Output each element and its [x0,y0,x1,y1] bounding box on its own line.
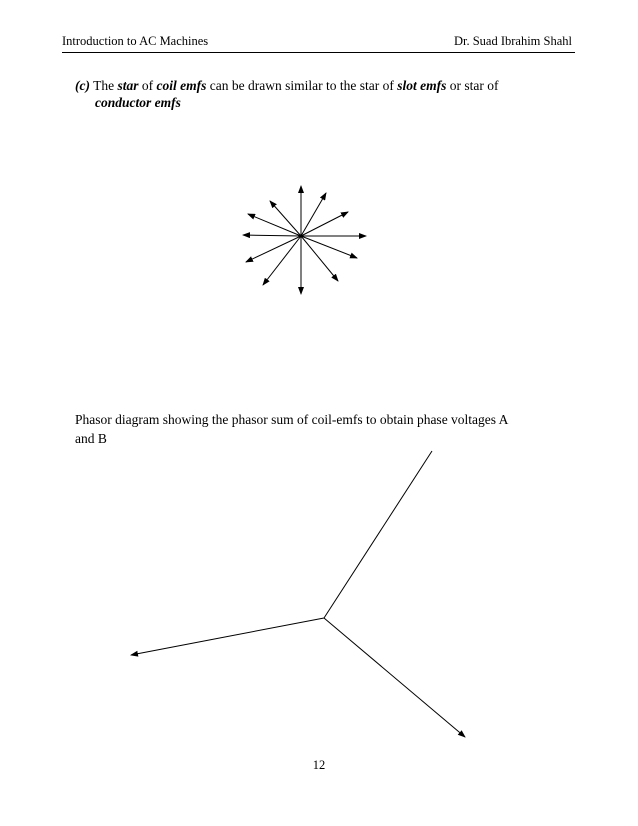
phasor-arrow [131,618,324,655]
phasor-arrow [248,214,301,236]
phase-voltage-phasor-diagram [131,451,465,737]
figure-caption [75,410,565,448]
page-number: 12 [312,758,326,772]
header-title: Introduction to AC Machines [62,34,209,48]
star-of-coil-emfs-diagram [243,186,366,294]
phasor-arrow [246,236,301,262]
text-run: or star of [446,78,499,93]
emphasis-slot-emfs: slot emfs [397,78,447,93]
phasor-arrow [270,201,301,236]
phasor-line [324,451,432,618]
text-run: The [89,78,118,93]
header-author: Dr. Suad Ibrahim Shahl [453,34,572,48]
item-label: (c) [75,78,90,93]
phasor-arrow [243,235,301,236]
text-run: of [138,78,157,93]
text-run: can be drawn similar to the star of [206,78,398,93]
phasor-arrow [324,618,465,737]
phasor-arrow [263,236,301,285]
caption-line: Phasor diagram showing the phasor sum of coil-emfs to obtain phase voltages A [75,412,509,427]
emphasis-conductor-emfs: conductor emfs [95,95,181,110]
caption-line: and B [75,431,107,446]
emphasis-coil-emfs: coil emfs [156,78,207,93]
emphasis-star: star [117,78,139,93]
